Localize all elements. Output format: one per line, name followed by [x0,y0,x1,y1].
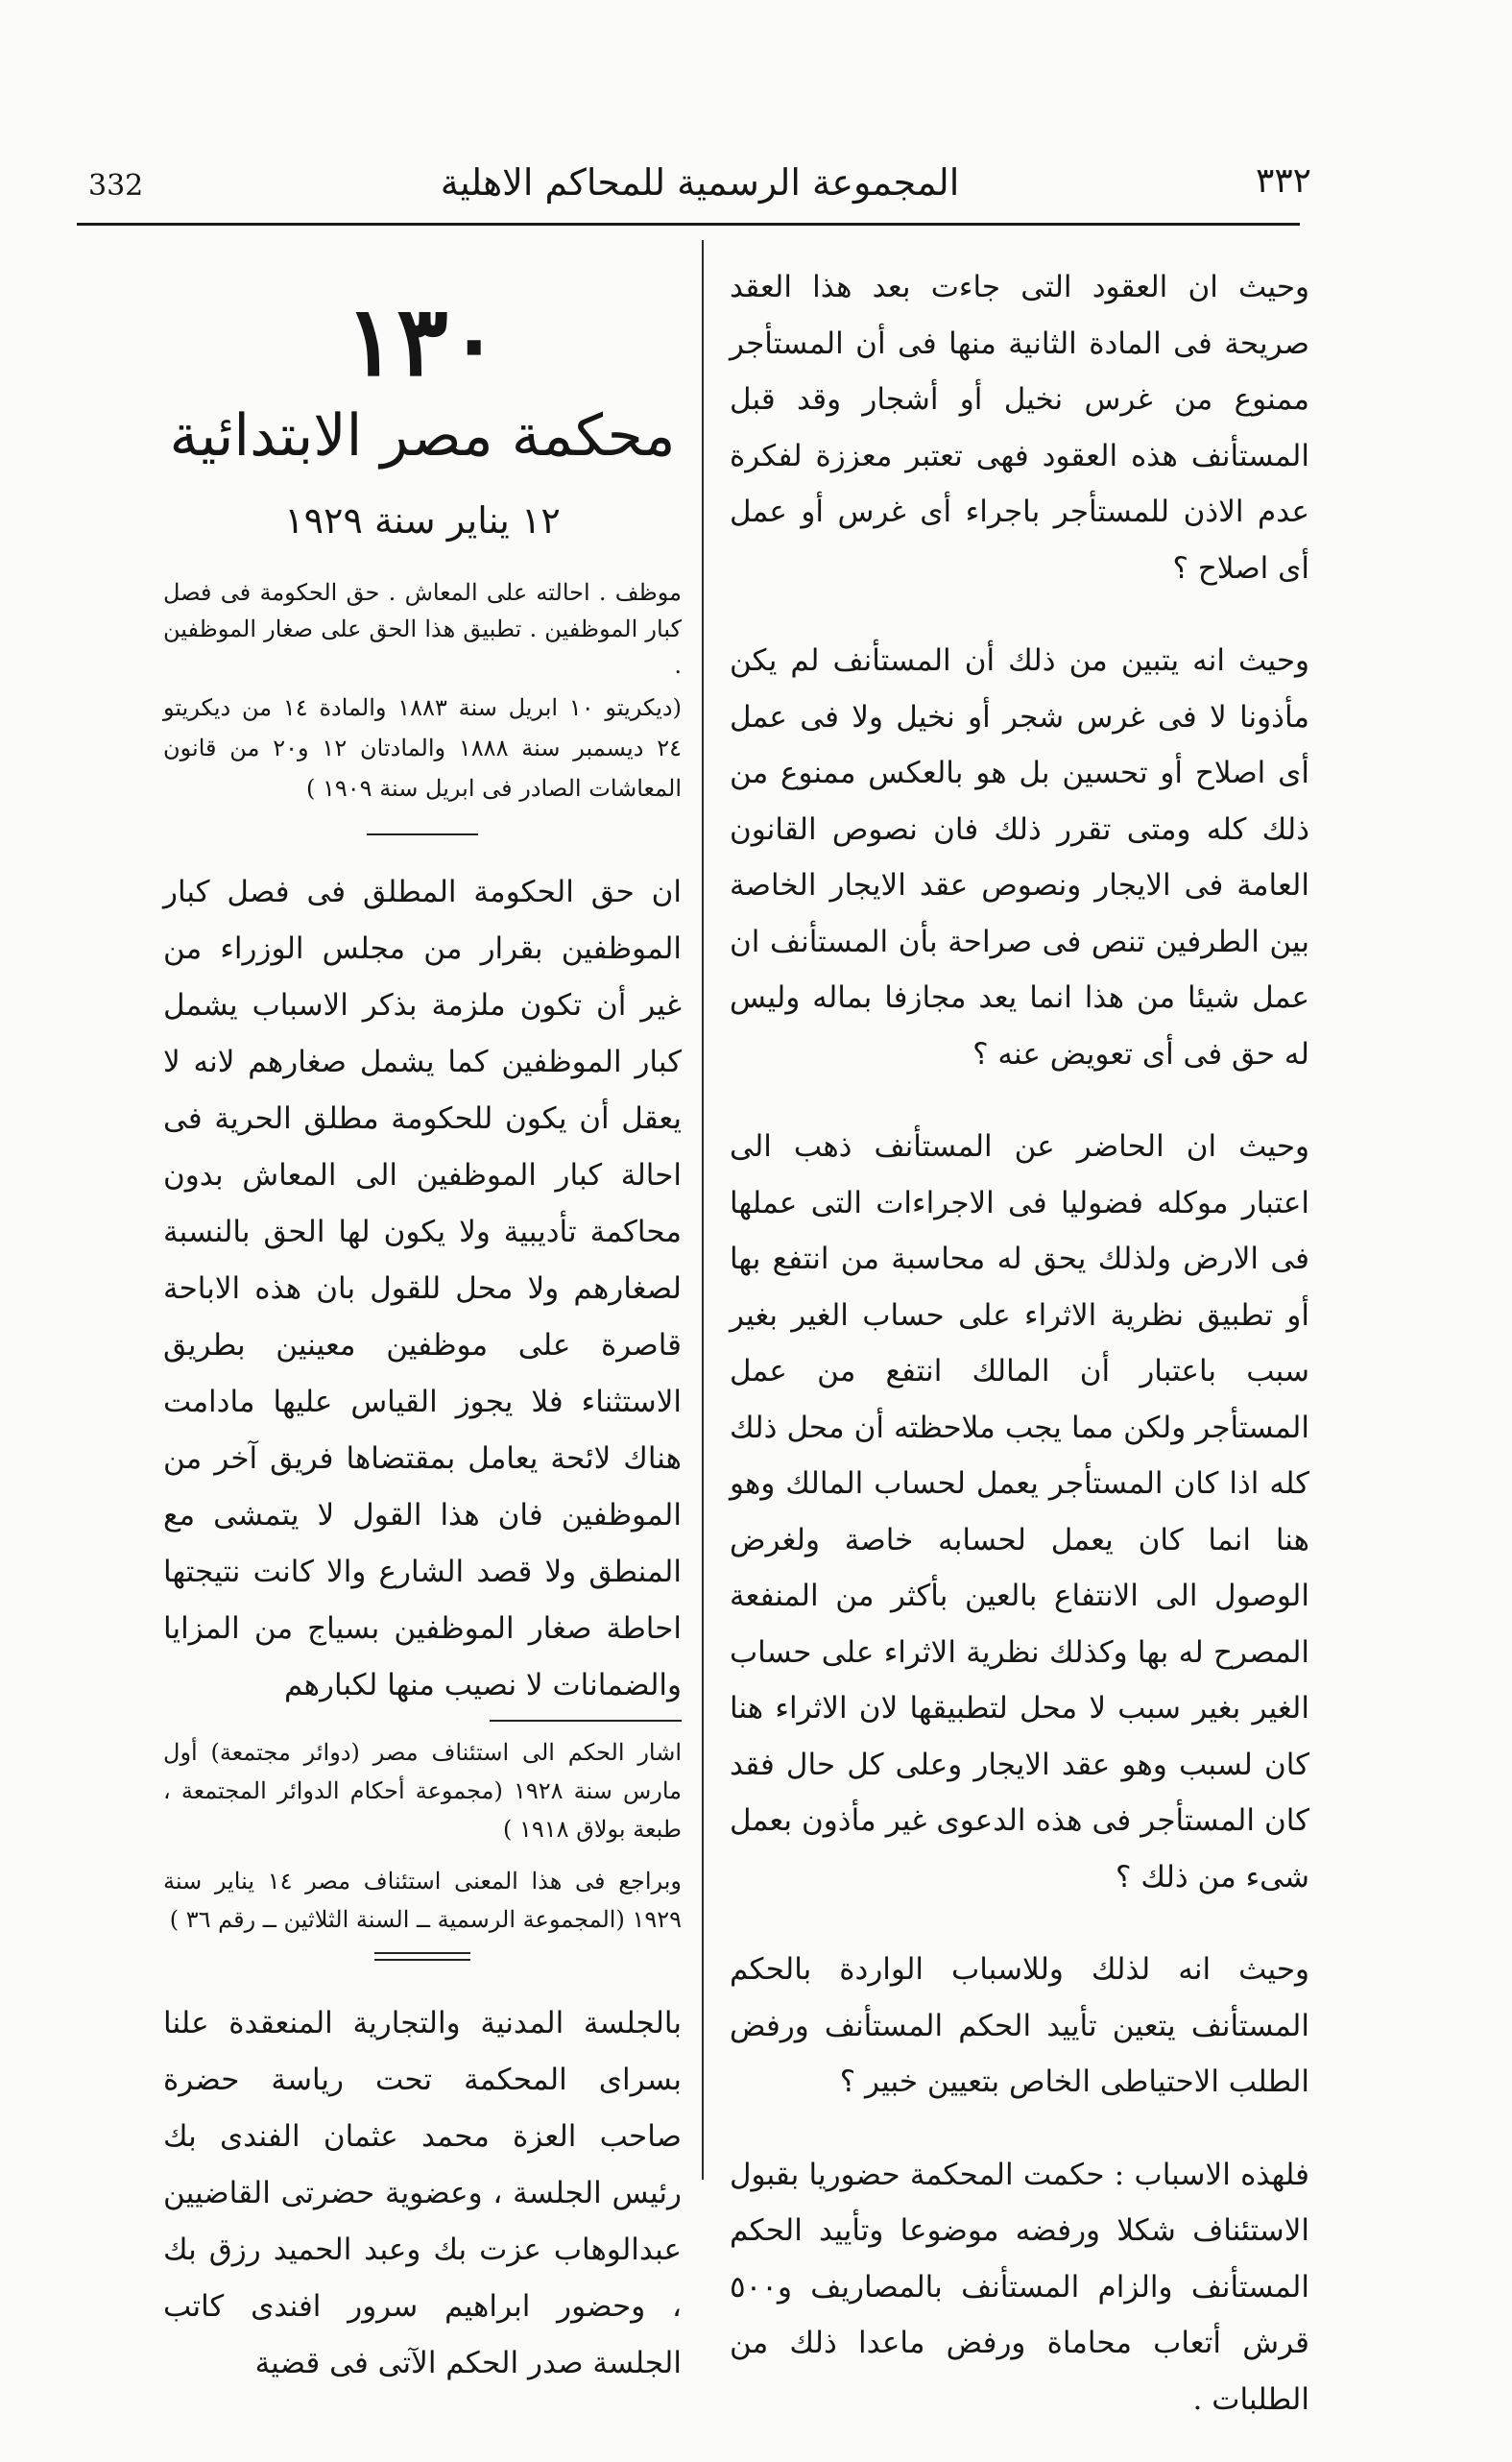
footnote-divider [490,1720,682,1722]
header-divider [77,223,1300,226]
section-divider [367,833,478,835]
legal-references: (ديكريتو ١٠ ابريل سنة ١٨٨٣ والمادة ١٤ من ديكريتو ٢٤ ديسمبر سنة ١٨٨٨ والمادتان ١٢ و٢٠ من قانون المعاشات الصادر فى ابريل سنة ١٩٠٩ ) [163,694,683,802]
judgment-paragraph-2: وحيث انه يتبين من ذلك أن المستأنف لم يكن مأذونا لا فى غرس شجر أو نخيل ولا فى عمل أى اصلاح أو تحسين بل هو بالعكس ممنوع من ذلك كله ومتى تقرر ذلك فان نصوص القانون العامة فى الايجار ونصوص عقد الايجار الخاصة بين الطرفين تنص فى صراحة بأن المستأنف ان عمل شيئا من هذا انما يعد مجازفا بماله وليس له حق فى أى تعويض عنه ؟ [730,643,1309,1072]
judgment-paragraph-4: وحيث انه لذلك وللاسباب الواردة بالحكم المستأنف يتعين تأييد الحكم المستأنف ورفض الطلب الاحتياطى الخاص بتعيين خبير ؟ [730,1952,1309,2099]
column-divider [702,240,704,2180]
right-column [730,259,1309,2462]
judgment-ruling: فلهذه الاسباب : حكمت المحكمة حضوريا بقبول الاستئناف شكلا ورفضه موضوعا وتأييد الحكم المستأنف والزام المستأنف بالمصاريف و٥٠٠ قرش أتعاب محاماة ورفض ماعدا ذلك من الطلبات . [730,2157,1309,2417]
page-header [88,161,1311,209]
case-keywords: موظف . احالته على المعاش . حق الحكومة فى فصل كبار الموظفين . تطبيق هذا الحق على صغار الموظفين . [163,579,682,679]
judgment-paragraph-3: وحيث ان الحاضر عن المستأنف ذهب الى اعتبار موكله فضوليا فى الاجراءات التى عملها فى الارض ولذلك يحق له محاسبة من انتفع بها أو تطبيق نظرية الاثراء على حساب الغير بغير سبب باعتبار أن المالك انتفع من عمل المستأجر ولكن مما يجب ملاحظته أن محل ذلك كله اذا كان المستأجر يعمل لحساب المالك وهو هنا انما كان يعمل لحسابه خاصة ولغرض الوصول الى الانتفاع بالعين بأكثر من المنفعة المصرح له بها وكذلك نظرية الاثراء على حساب الغير بغير سبب لا محل لتطبيقها لان الاثراء هنا كان لسبب وهو عقد الايجار وعلى كل حال فقد كان المستأجر فى هذه الدعوى غير مأذون بعمل شىء من ذلك ؟ [730,1129,1309,1895]
double-divider [374,1952,470,1961]
session-text: بالجلسة المدنية والتجارية المنعقدة علنا بسراى المحكمة تحت رياسة حضرة صاحب العزة محمد عثمان الفندى بك رئيس الجلسة ، وعضوية حضرتى القاضيين عبدالوهاب عزت بك وعبد الحميد رزق بك ، وحضور ابراهيم سرور افندى كاتب الجلسة صدر الحكم الآتى فى قضية [163,2006,682,2380]
page-number-arabic: ٣٣٢ [1255,161,1311,201]
footnote-1: اشار الحكم الى استئناف مصر (دوائر مجتمعة) أول مارس سنة ١٩٢٨ (مجموعة أحكام الدوائر المجتمعة ، طبعة بولاق ١٩١٨ ) [163,1739,683,1843]
case-number: ١٣٠ [345,284,500,398]
footnote-2: وبراجع فى هذا المعنى استئناف مصر ١٤ يناير سنة ١٩٢٩ (المجموعة الرسمية ــ السنة الثلاثين ــ رقم ٣٦ ) [163,1868,682,1933]
judgment-paragraph-1: وحيث ان العقود التى جاءت بعد هذا العقد صريحة فى المادة الثانية منها فى أن المستأجر ممنوع من غرس نخيل أو أشجار وقد قبل المستأنف هذه العقود فهى تعتبر معززة لفكرة عدم الاذن للمستأجر باجراء أى غرس أو عمل أى اصلاح ؟ [730,270,1309,586]
court-name: محكمة مصر الابتدائية [169,402,676,470]
left-column [163,284,683,2392]
page-number-latin: 332 [88,169,144,203]
case-date: ١٢ يناير سنة ١٩٢٩ [284,499,561,542]
running-title: المجموعة الرسمية للمحاكم الاهلية [440,161,960,204]
legal-principle: ان حق الحكومة المطلق فى فصل كبار الموظفين بقرار من مجلس الوزراء من غير أن تكون ملزمة بذكر الاسباب يشمل كبار الموظفين كما يشمل صغارهم لانه لا يعقل أن يكون للحكومة مطلق الحرية فى احالة كبار الموظفين الى المعاش بدون محاكمة تأديبية ولا يكون لها الحق بالنسبة لصغارهم ولا محل للقول بان هذه الاباحة قاصرة على موظفين معينين بطريق الاستثناء فلا يجوز القياس عليها مادامت هناك لائحة يعامل بمقتضاها فريق آخر من الموظفين فان هذا القول لا يتمشى مع المنطق ولا قصد الشارع والا كانت نتيجتها احاطة صغار الموظفين بسياج من المزايا والضمانات لا نصيب منها لكبارهم [163,875,682,1702]
